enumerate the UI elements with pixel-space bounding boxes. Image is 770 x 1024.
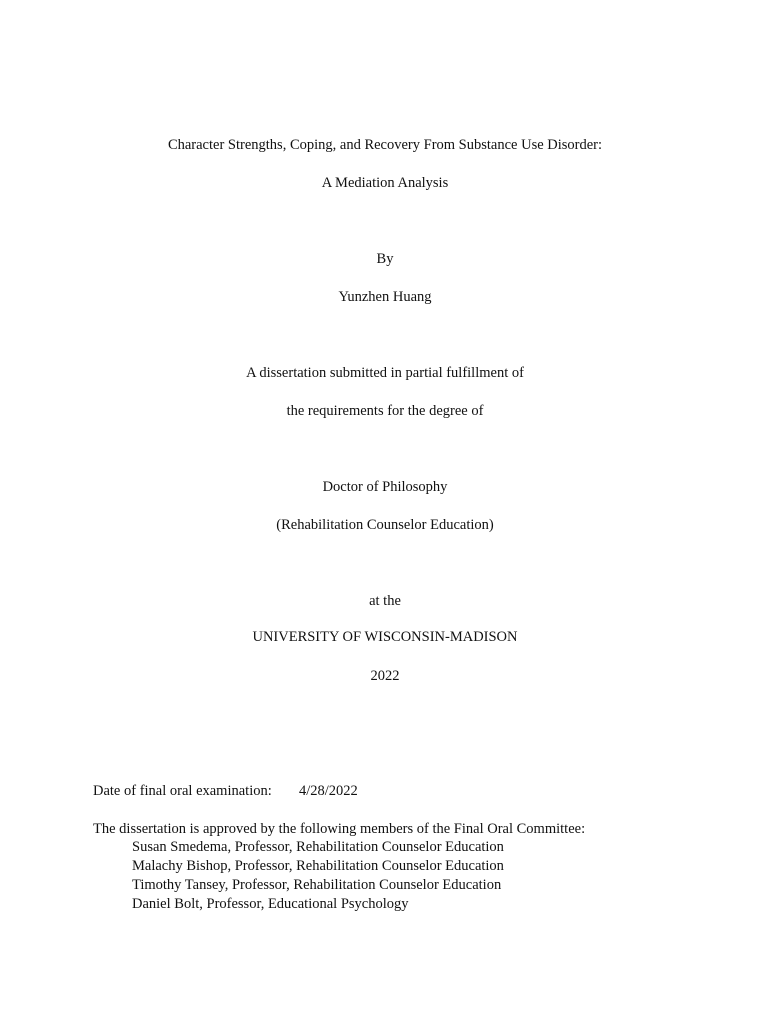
committee-member: Susan Smedema, Professor, Rehabilitation Counselor Education bbox=[132, 839, 504, 855]
committee-intro: The dissertation is approved by the following members of the Final Oral Committee: bbox=[93, 821, 586, 837]
exam-date-label: Date of final oral examination: bbox=[93, 783, 272, 799]
degree-program: (Rehabilitation Counselor Education) bbox=[276, 517, 494, 533]
institution-year: 2022 bbox=[370, 668, 400, 684]
committee-member: Daniel Bolt, Professor, Educational Psychology bbox=[132, 896, 409, 912]
exam-date-value: 4/28/2022 bbox=[299, 783, 358, 799]
institution-name: UNIVERSITY OF WISCONSIN-MADISON bbox=[252, 629, 518, 645]
at-the-label: at the bbox=[369, 593, 401, 609]
committee-member: Malachy Bishop, Professor, Rehabilitation Counselor Education bbox=[132, 858, 504, 874]
committee-member: Timothy Tansey, Professor, Rehabilitation Counselor Education bbox=[132, 877, 502, 893]
by-label: By bbox=[376, 251, 394, 267]
degree-name: Doctor of Philosophy bbox=[322, 479, 448, 495]
author-name: Yunzhen Huang bbox=[338, 289, 432, 305]
statement-line-2: the requirements for the degree of bbox=[286, 403, 484, 419]
title-line-1: Character Strengths, Coping, and Recovery From Substance Use Disorder: bbox=[167, 137, 603, 153]
statement-line-1: A dissertation submitted in partial fulfillment of bbox=[246, 365, 524, 381]
title-line-2: A Mediation Analysis bbox=[321, 175, 449, 191]
